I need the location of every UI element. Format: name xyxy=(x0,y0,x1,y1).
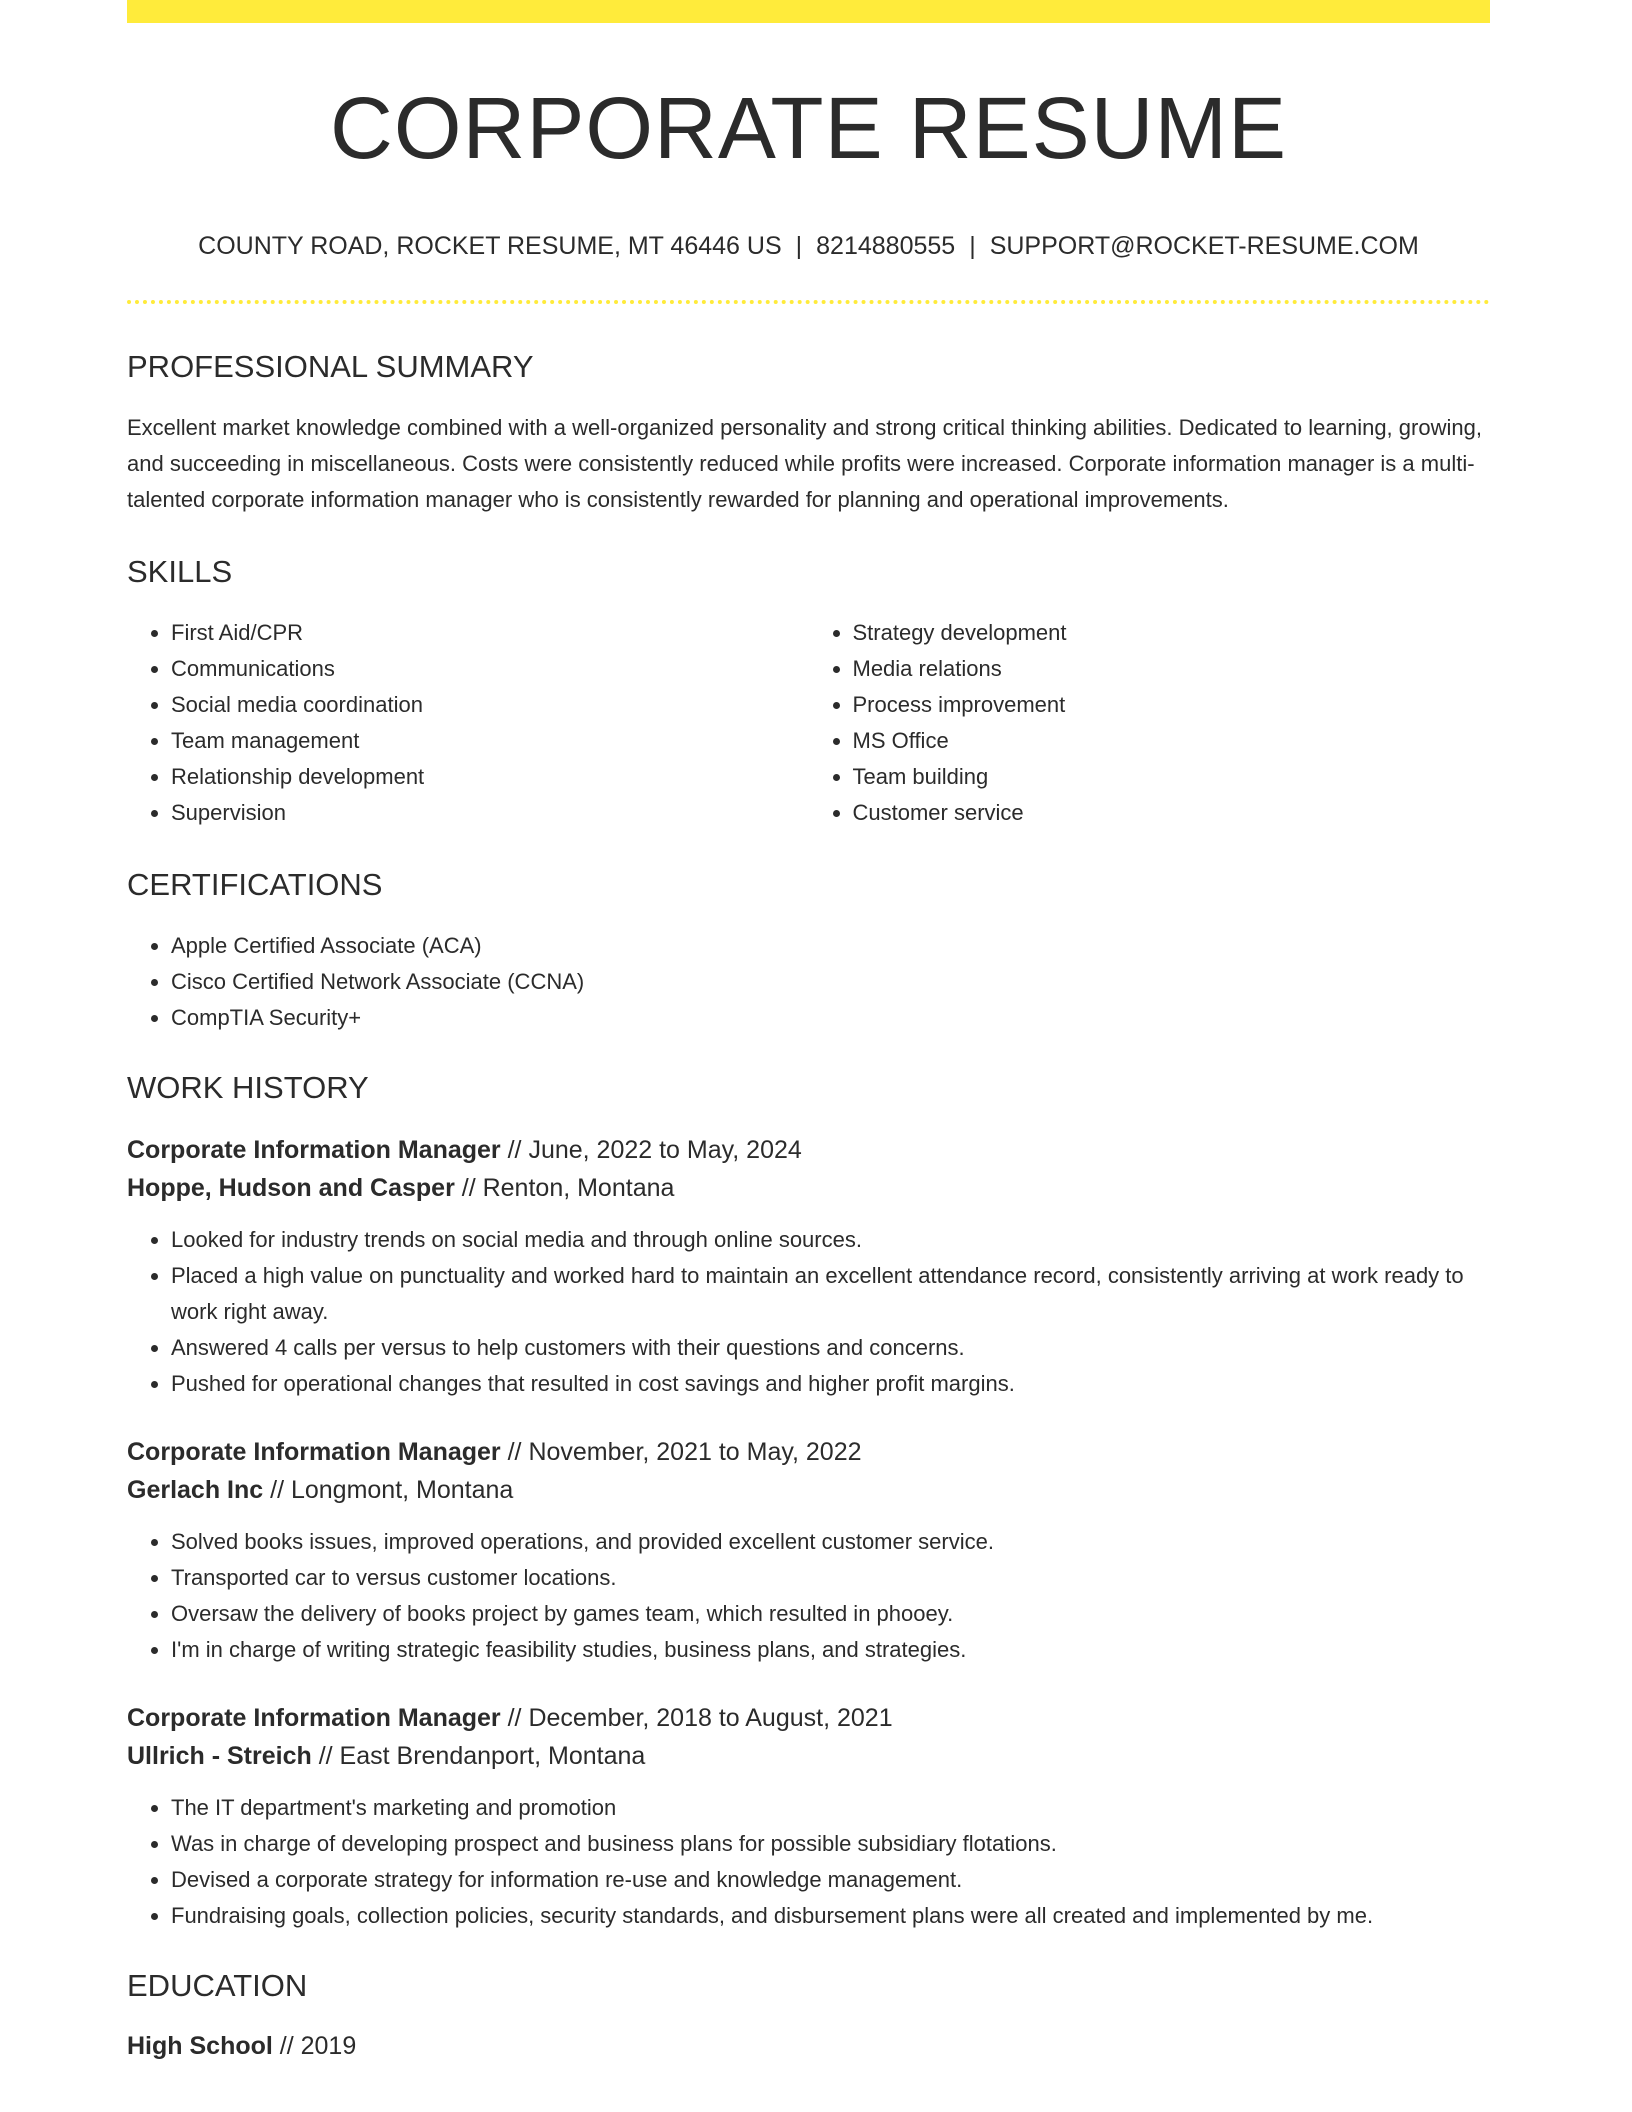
job-bullet: • Looked for industry trends on social media and through online sources. xyxy=(171,1222,1490,1258)
contact-separator: | xyxy=(795,231,803,260)
job-bullet: • Oversaw the delivery of books project by games team, which resulted in phooey. xyxy=(171,1596,1490,1632)
skills-heading: SKILLS xyxy=(127,553,233,589)
job-company: Ullrich - Streich xyxy=(127,1742,312,1771)
skill-item: • Strategy development xyxy=(853,615,1491,651)
skills-list xyxy=(127,615,1490,831)
resume-title: CORPORATE RESUME xyxy=(330,80,1287,177)
summary-text: Excellent market knowledge combined with a well-organized personality and strong critical thinking abilities. Dedicated to learning, growing, and succeeding in miscellaneous. Costs were consistently reduced while profits were increased. Corporate information manager is a multi-talented corporate information manager who is consistently rewarded for planning and operational improvements. xyxy=(127,414,1482,512)
job-role: Corporate Information Manager xyxy=(127,1704,501,1733)
job-entry xyxy=(127,1131,1490,1402)
certification-item: • Apple Certified Associate (ACA) xyxy=(171,928,1490,964)
job-dates: // November, 2021 to May, 2022 xyxy=(507,1438,862,1467)
job-bullet: • Pushed for operational changes that resulted in cost savings and higher profit margins. xyxy=(171,1366,1490,1402)
job-title-line xyxy=(127,1699,1490,1737)
job-bullet: • Answered 4 calls per versus to help customers with their questions and concerns. xyxy=(171,1330,1490,1366)
skill-item: • Team management xyxy=(171,723,809,759)
contact-email: SUPPORT@ROCKET-RESUME.COM xyxy=(989,231,1419,260)
job-location: // Renton, Montana xyxy=(461,1174,675,1203)
job-entry xyxy=(127,1699,1490,1934)
job-title-line xyxy=(127,1433,1490,1471)
skill-item: • First Aid/CPR xyxy=(171,615,809,651)
accent-top-bar xyxy=(127,0,1490,23)
certification-item: • CompTIA Security+ xyxy=(171,1000,1490,1036)
job-company: Hoppe, Hudson and Casper xyxy=(127,1174,455,1203)
certifications-list xyxy=(127,928,1490,1036)
job-bullet: • Placed a high value on punctuality and worked hard to maintain an excellent attendance record, consistently arriving at work ready to work right away. xyxy=(171,1258,1490,1330)
job-company-line xyxy=(127,1737,1490,1775)
job-bullet: • Solved books issues, improved operations, and provided excellent customer service. xyxy=(171,1524,1490,1560)
job-bullets xyxy=(127,1790,1490,1934)
resume-page xyxy=(127,0,1490,2065)
education-year: // 2019 xyxy=(279,2031,357,2060)
job-bullet: • Devised a corporate strategy for information re-use and knowledge management. xyxy=(171,1862,1490,1898)
job-location: // East Brendanport, Montana xyxy=(318,1742,646,1771)
job-title-line xyxy=(127,1131,1490,1169)
contact-separator: | xyxy=(969,231,976,260)
skill-item: • Communications xyxy=(171,651,809,687)
skill-item: • Relationship development xyxy=(171,759,809,795)
job-dates: // June, 2022 to May, 2024 xyxy=(507,1136,802,1165)
job-bullet: • Transported car to versus customer locations. xyxy=(171,1560,1490,1596)
skill-item: • Media relations xyxy=(853,651,1491,687)
job-role: Corporate Information Manager xyxy=(127,1438,501,1467)
job-bullet: • Was in charge of developing prospect and business plans for possible subsidiary flotations. xyxy=(171,1826,1490,1862)
job-company: Gerlach Inc xyxy=(127,1476,264,1505)
job-role: Corporate Information Manager xyxy=(127,1136,501,1165)
job-bullet: • Fundraising goals, collection policies, security standards, and disbursement plans were all created and implemented by me. xyxy=(171,1898,1490,1934)
job-company-line xyxy=(127,1471,1490,1509)
job-bullets xyxy=(127,1222,1490,1402)
skill-item: • MS Office xyxy=(853,723,1491,759)
work-history-heading: WORK HISTORY xyxy=(127,1070,369,1106)
skill-item: • Customer service xyxy=(853,795,1491,831)
skill-item: • Team building xyxy=(853,759,1491,795)
job-location: // Longmont, Montana xyxy=(270,1476,514,1505)
contact-address: COUNTY ROAD, ROCKET RESUME, MT 46446 US xyxy=(198,231,782,260)
job-company-line xyxy=(127,1169,1490,1207)
skills-column-left xyxy=(127,615,809,831)
dotted-divider xyxy=(127,300,1490,304)
certifications-heading: CERTIFICATIONS xyxy=(127,867,383,903)
job-entry xyxy=(127,1433,1490,1668)
skill-item: • Social media coordination xyxy=(171,687,809,723)
contact-line xyxy=(127,231,1490,261)
job-bullet: • I'm in charge of writing strategic feasibility studies, business plans, and strategies. xyxy=(171,1632,1490,1668)
job-dates: // December, 2018 to August, 2021 xyxy=(507,1704,893,1733)
education-heading: EDUCATION xyxy=(127,1968,308,2004)
certification-item: • Cisco Certified Network Associate (CCNA) xyxy=(171,964,1490,1000)
job-bullets xyxy=(127,1524,1490,1668)
skills-column-right xyxy=(809,615,1491,831)
skill-item: • Supervision xyxy=(171,795,809,831)
contact-phone: 8214880555 xyxy=(816,231,956,260)
job-bullet: • The IT department's marketing and promotion xyxy=(171,1790,1490,1826)
skill-item: • Process improvement xyxy=(853,687,1491,723)
education-line xyxy=(127,2027,1490,2065)
education-school: High School xyxy=(127,2031,273,2060)
summary-heading: PROFESSIONAL SUMMARY xyxy=(127,348,534,384)
